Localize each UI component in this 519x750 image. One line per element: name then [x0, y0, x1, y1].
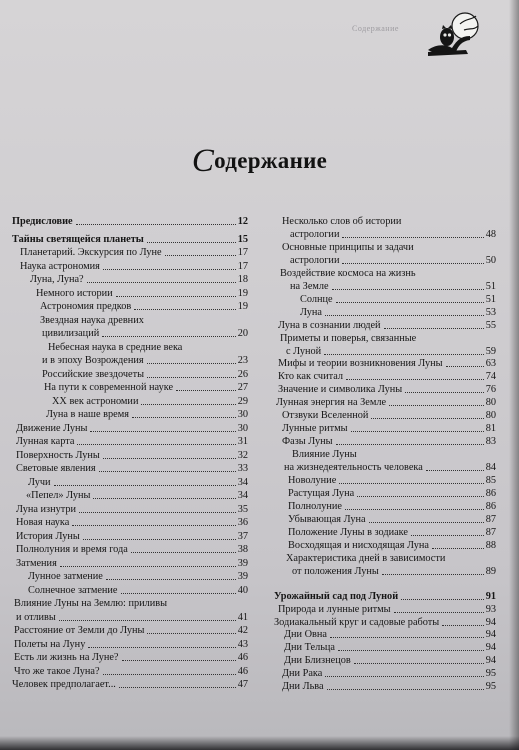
toc-dot-leader — [119, 687, 236, 688]
toc-dot-leader — [103, 674, 236, 675]
owl-on-moon-emblem — [426, 6, 484, 58]
toc-dot-leader — [327, 689, 484, 690]
toc-dot-leader — [330, 637, 484, 638]
toc-entry-title: астрологии — [290, 254, 340, 266]
toc-page-number: 95 — [485, 681, 496, 693]
toc-page-number: 39 — [237, 571, 248, 582]
page-bottom-shadow — [0, 736, 519, 750]
toc-entry-title: Что же такое Луна? — [14, 665, 100, 677]
toc-page-number: 20 — [237, 328, 248, 339]
toc-dot-leader — [141, 404, 235, 405]
toc-entry-title: Луна — [300, 306, 322, 318]
toc-entry-title: Новая наука — [16, 517, 70, 528]
toc-page-number: 36 — [237, 517, 248, 528]
toc-entry — [300, 294, 496, 306]
toc-entry-title: и в эпоху Возрождения — [42, 355, 144, 366]
toc-entry — [290, 229, 496, 241]
toc-page-number: 47 — [237, 679, 248, 690]
toc-dot-leader — [103, 458, 236, 459]
toc-entry — [42, 369, 248, 381]
toc-page-number: 32 — [237, 449, 248, 461]
toc-dot-leader — [357, 496, 484, 497]
toc-dot-leader — [339, 483, 483, 484]
toc-page-number: 80 — [485, 410, 496, 422]
toc-entry-title: Человек предполагает... — [12, 679, 116, 690]
toc-page-number: 19 — [237, 287, 248, 299]
toc-entry-title: Урожайный сад под Луной — [274, 590, 399, 602]
toc-entry — [282, 423, 496, 435]
toc-page-number: 48 — [485, 228, 496, 240]
toc-dot-leader — [338, 650, 484, 651]
toc-page-number: 87 — [485, 513, 496, 525]
toc-entry-title: Полнолуния и время года — [16, 544, 128, 555]
toc-page-number: 88 — [485, 539, 496, 551]
toc-page-number: 94 — [485, 629, 496, 641]
toc-entry-title: Наука астрономия — [20, 260, 100, 272]
toc-dot-leader — [76, 224, 236, 225]
toc-page-number: 46 — [237, 665, 248, 677]
toc-entry-title: Световые явления — [16, 463, 96, 474]
toc-page-number: 83 — [485, 436, 496, 448]
title-initial: С — [191, 143, 215, 179]
toc-entry-title: Солнечное затмение — [28, 584, 118, 596]
toc-entry — [14, 639, 248, 651]
toc-entry-title: Отзвуки Вселенной — [282, 410, 369, 422]
toc-entry — [276, 397, 496, 409]
toc-page-number: 30 — [237, 409, 248, 420]
toc-page-number: 85 — [485, 475, 496, 486]
toc-entry — [16, 504, 248, 516]
toc-dot-leader — [324, 354, 484, 355]
toc-entry — [12, 234, 248, 246]
toc-page-number: 12 — [237, 216, 248, 227]
toc-page-number: 81 — [485, 423, 496, 435]
toc-entry-title: Тайны светящейся планеты — [12, 233, 144, 245]
toc-page-number: 38 — [237, 544, 248, 555]
toc-dot-leader — [103, 269, 236, 270]
toc-entry-title: Убывающая Луна — [288, 513, 366, 525]
toc-entry — [284, 629, 496, 641]
toc-entry-title: Полеты на Луну — [14, 638, 86, 650]
toc-entry — [290, 281, 496, 293]
toc-entry — [284, 462, 496, 474]
toc-entry — [12, 216, 248, 228]
toc-dot-leader — [401, 599, 484, 600]
toc-entry-title: Движение Луны — [16, 422, 88, 434]
toc-entry-title: Основные принципы и задачи — [282, 241, 414, 253]
toc-dot-leader — [371, 418, 483, 419]
toc-dot-leader — [132, 417, 236, 418]
toc-entry — [288, 501, 496, 513]
toc-dot-leader — [134, 309, 235, 310]
toc-page-number: 19 — [237, 301, 248, 312]
page-edge-shadow — [509, 0, 519, 750]
toc-entry — [36, 288, 248, 300]
toc-entry-title: Лунная карта — [16, 436, 75, 447]
toc-dot-leader — [147, 377, 236, 378]
toc-page-number: 93 — [485, 603, 496, 615]
toc-dot-leader — [90, 431, 235, 432]
toc-entry-title: Лунные ритмы — [282, 423, 348, 435]
toc-page-number: 33 — [237, 463, 248, 474]
toc-entry-title: Влияние Луны — [292, 449, 357, 461]
toc-entry-title: Луна, Луна? — [30, 274, 84, 285]
toc-dot-leader — [336, 302, 484, 303]
toc-page-number: 42 — [237, 625, 248, 636]
toc-entry — [278, 320, 496, 332]
toc-page-number: 51 — [485, 293, 496, 305]
toc-dot-leader — [87, 282, 236, 283]
title-rest: одержание — [214, 148, 328, 173]
toc-dot-leader — [147, 363, 236, 364]
toc-entry — [16, 517, 248, 529]
toc-entry — [14, 625, 248, 637]
toc-dot-leader — [394, 612, 484, 613]
toc-dot-leader — [336, 444, 484, 445]
toc-page-number: 51 — [485, 280, 496, 292]
toc-dot-leader — [77, 444, 235, 445]
toc-entry-title: Луна в сознании людей — [278, 319, 381, 331]
toc-entry-title: Значение и символика Луны — [278, 384, 403, 396]
toc-page-number: 91 — [485, 590, 496, 602]
running-header: Содержание — [352, 24, 399, 33]
toc-page-number: 26 — [237, 368, 248, 380]
toc-entry — [28, 477, 248, 489]
toc-entry — [40, 315, 248, 327]
toc-entry — [44, 382, 248, 394]
toc-dot-leader — [122, 660, 236, 661]
toc-entry-title: Полнолуние — [288, 500, 342, 512]
toc-entry-title: Дни Льва — [282, 681, 324, 693]
toc-entry — [292, 449, 496, 461]
toc-entry-title: Зодиакальный круг и садовые работы — [274, 616, 440, 628]
toc-dot-leader — [446, 366, 484, 367]
toc-dot-leader — [405, 392, 484, 393]
toc-entry-title: Положение Луны в зодиаке — [288, 526, 409, 538]
toc-entry — [42, 328, 248, 340]
toc-dot-leader — [83, 539, 236, 540]
toc-page-number: 80 — [485, 397, 496, 409]
toc-page-number: 59 — [485, 345, 496, 357]
toc-dot-leader — [426, 470, 484, 471]
toc-page-number: 39 — [237, 557, 248, 569]
toc-entry — [20, 247, 248, 259]
toc-entry — [282, 436, 496, 448]
toc-entry — [282, 668, 496, 680]
page-title — [0, 143, 519, 180]
toc-entry-title: Расстояние от Земли до Луны — [14, 625, 145, 636]
toc-entry-title: Кто как считал — [278, 371, 344, 383]
toc-entry-title: с Луной — [286, 345, 322, 357]
toc-page-number: 46 — [237, 652, 248, 663]
toc-entry-title: Воздействие космоса на жизнь — [280, 267, 416, 279]
toc-dot-leader — [79, 512, 236, 513]
toc-page-number: 34 — [237, 490, 248, 501]
toc-dot-leader — [384, 328, 484, 329]
toc-dot-leader — [411, 535, 484, 536]
toc-dot-leader — [99, 471, 236, 472]
toc-page-number: 31 — [237, 436, 248, 447]
toc-dot-leader — [102, 336, 235, 337]
toc-dot-leader — [432, 548, 484, 549]
toc-entry-title: астрологии — [290, 228, 340, 240]
toc-entry — [40, 301, 248, 313]
toc-entry — [16, 450, 248, 462]
toc-page-number: 94 — [485, 642, 496, 654]
toc-entry-title: Лучи — [28, 476, 51, 488]
toc-entry — [14, 598, 248, 610]
toc-page-number: 34 — [237, 476, 248, 488]
toc-entry-title: от положения Луны — [292, 565, 379, 577]
toc-entry-title: Мифы и теории возникновения Луны — [278, 358, 443, 370]
toc-entry-title: XX век астрономии — [52, 395, 139, 407]
toc-page-number: 29 — [237, 395, 248, 407]
toc-entry-title: Лунная энергия на Земле — [276, 397, 387, 409]
toc-entry — [278, 371, 496, 383]
toc-dot-leader — [345, 509, 484, 510]
toc-entry — [16, 463, 248, 475]
toc-entry — [288, 514, 496, 526]
toc-dot-leader — [72, 525, 235, 526]
toc-entry-title: Есть ли жизнь на Луне? — [14, 652, 119, 663]
toc-entry-title: На пути к современной науке — [44, 382, 174, 393]
toc-dot-leader — [382, 574, 484, 575]
toc-dot-leader — [342, 237, 483, 238]
toc-entry — [292, 566, 496, 578]
toc-entry — [282, 681, 496, 693]
toc-dot-leader — [325, 676, 483, 677]
toc-dot-leader — [442, 625, 484, 626]
toc-dot-leader — [121, 593, 236, 594]
toc-entry — [280, 268, 496, 280]
toc-entry-title: Лунное затмение — [28, 571, 103, 582]
toc-page-number: 94 — [485, 655, 496, 667]
toc-entry-title: Планетарий. Экскурсия по Луне — [20, 247, 162, 258]
toc-page-number: 76 — [485, 384, 496, 396]
toc-entry — [16, 436, 248, 448]
toc-entry — [42, 355, 248, 367]
toc-page-number: 18 — [237, 274, 248, 285]
toc-dot-leader — [332, 289, 484, 290]
toc-entry-title: на Земле — [290, 280, 329, 292]
toc-page-number: 41 — [237, 611, 248, 623]
toc-page-number: 55 — [485, 319, 496, 331]
toc-entry — [282, 216, 496, 228]
toc-dot-leader — [54, 485, 236, 486]
toc-page-number: 17 — [237, 247, 248, 258]
toc-entry-title: и отливы — [16, 611, 56, 623]
toc-page-number: 74 — [485, 371, 496, 383]
toc-entry-title: Природа и лунные ритмы — [278, 603, 391, 615]
toc-entry — [280, 333, 496, 345]
toc-entry — [16, 558, 248, 570]
toc-entry — [52, 396, 248, 408]
toc-entry — [288, 527, 496, 539]
toc-entry — [278, 604, 496, 616]
toc-entry-title: Дни Близнецов — [284, 655, 351, 667]
toc-dot-leader — [60, 566, 236, 567]
toc-page-number: 30 — [237, 422, 248, 434]
toc-entry — [48, 342, 248, 354]
toc-entry-title: на жизнедеятельность человека — [284, 462, 423, 474]
toc-page-number: 84 — [485, 462, 496, 474]
toc-entry-title: Небесная наука в средние века — [48, 341, 183, 353]
toc-entry-title: Новолуние — [288, 475, 337, 486]
toc-entry-title: Дни Рака — [282, 668, 323, 680]
toc-dot-leader — [93, 498, 235, 499]
toc-entry — [284, 655, 496, 667]
toc-page-number: 35 — [237, 503, 248, 515]
toc-page-number: 37 — [237, 530, 248, 542]
toc-dot-leader — [351, 431, 484, 432]
toc-entry-title: Несколько слов об истории — [282, 216, 402, 227]
toc-entry — [14, 666, 248, 678]
toc-entry — [286, 553, 496, 565]
toc-entry — [278, 384, 496, 396]
toc-dot-leader — [131, 552, 236, 553]
toc-page-number: 17 — [237, 260, 248, 272]
toc-entry — [28, 571, 248, 583]
toc-entry — [278, 358, 496, 370]
toc-page-number: 87 — [485, 526, 496, 538]
toc-entry — [288, 488, 496, 500]
toc-entry — [30, 274, 248, 286]
toc-entry-title: Российские звездочеты — [42, 368, 144, 380]
toc-dot-leader — [116, 296, 236, 297]
toc-page-number: 86 — [485, 487, 496, 499]
toc-entry — [300, 307, 496, 319]
toc-entry-title: цивилизаций — [42, 328, 100, 339]
toc-dot-leader — [59, 620, 236, 621]
toc-entry-title: Звездная наука древних — [40, 314, 144, 326]
toc-page-number: 86 — [485, 500, 496, 512]
toc-entry — [288, 540, 496, 552]
toc-dot-leader — [147, 633, 235, 634]
toc-dot-leader — [369, 522, 484, 523]
toc-entry-title: История Луны — [16, 530, 80, 542]
toc-page-number: 15 — [237, 233, 248, 245]
toc-entry — [288, 475, 496, 487]
toc-entry-title: Растущая Луна — [288, 487, 355, 499]
toc-entry — [16, 423, 248, 435]
toc-entry-title: Немного истории — [36, 287, 113, 299]
toc-entry — [28, 585, 248, 597]
toc-entry — [284, 642, 496, 654]
toc-entry-title: Влияние Луны на Землю: приливы — [14, 598, 168, 609]
toc-entry — [16, 531, 248, 543]
toc-entry — [274, 617, 496, 629]
toc-page-number: 89 — [485, 565, 496, 577]
toc-dot-leader — [389, 405, 484, 406]
toc-page-number: 53 — [485, 306, 496, 318]
toc-page-number: 23 — [237, 355, 248, 366]
toc-entry-title: Солнце — [300, 293, 333, 305]
toc-entry-title: Астрономия предков — [40, 301, 132, 312]
toc-dot-leader — [106, 579, 236, 580]
toc-entry — [286, 346, 496, 358]
toc-dot-leader — [346, 379, 484, 380]
toc-dot-leader — [176, 390, 236, 391]
toc-entry — [282, 410, 496, 422]
toc-entry — [16, 612, 248, 624]
toc-entry — [16, 544, 248, 556]
toc-dot-leader — [354, 663, 484, 664]
toc-entry-title: Восходящая и нисходящая Луна — [288, 539, 429, 551]
toc-entry-title: Луна изнутри — [16, 503, 77, 515]
toc-entry-title: Предисловие — [12, 216, 73, 227]
toc-entry — [282, 242, 496, 254]
toc-entry — [290, 255, 496, 267]
toc-entry-title: Фазы Луны — [282, 436, 333, 448]
toc-entry — [274, 591, 496, 603]
toc-entry-title: Приметы и поверья, связанные — [280, 332, 417, 344]
toc-entry — [26, 490, 248, 502]
toc-dot-leader — [88, 647, 235, 648]
toc-entry — [46, 409, 248, 421]
toc-dot-leader — [325, 315, 484, 316]
toc-entry-title: Луна в наше время — [46, 409, 129, 420]
toc-entry-title: Характеристика дней в зависимости — [286, 552, 446, 564]
toc-page-number: 50 — [485, 254, 496, 266]
toc-entry — [14, 652, 248, 664]
toc-entry-title: «Пепел» Луны — [26, 490, 91, 501]
toc-entry-title: Поверхность Луны — [16, 449, 100, 461]
toc-page-number: 40 — [237, 584, 248, 596]
toc-page-number: 63 — [485, 358, 496, 370]
toc-page-number: 95 — [485, 668, 496, 680]
toc-dot-leader — [342, 263, 483, 264]
toc-dot-leader — [165, 255, 236, 256]
toc-dot-leader — [147, 242, 236, 243]
toc-page-number: 43 — [237, 638, 248, 650]
toc-entry — [20, 261, 248, 273]
toc-entry — [12, 679, 248, 691]
toc-entry-title: Дни Тельца — [284, 642, 336, 654]
toc-page-number: 94 — [485, 616, 496, 628]
toc-entry-title: Дни Овна — [284, 629, 327, 641]
toc-page-number: 27 — [237, 382, 248, 393]
toc-entry-title: Затмения — [16, 557, 57, 569]
